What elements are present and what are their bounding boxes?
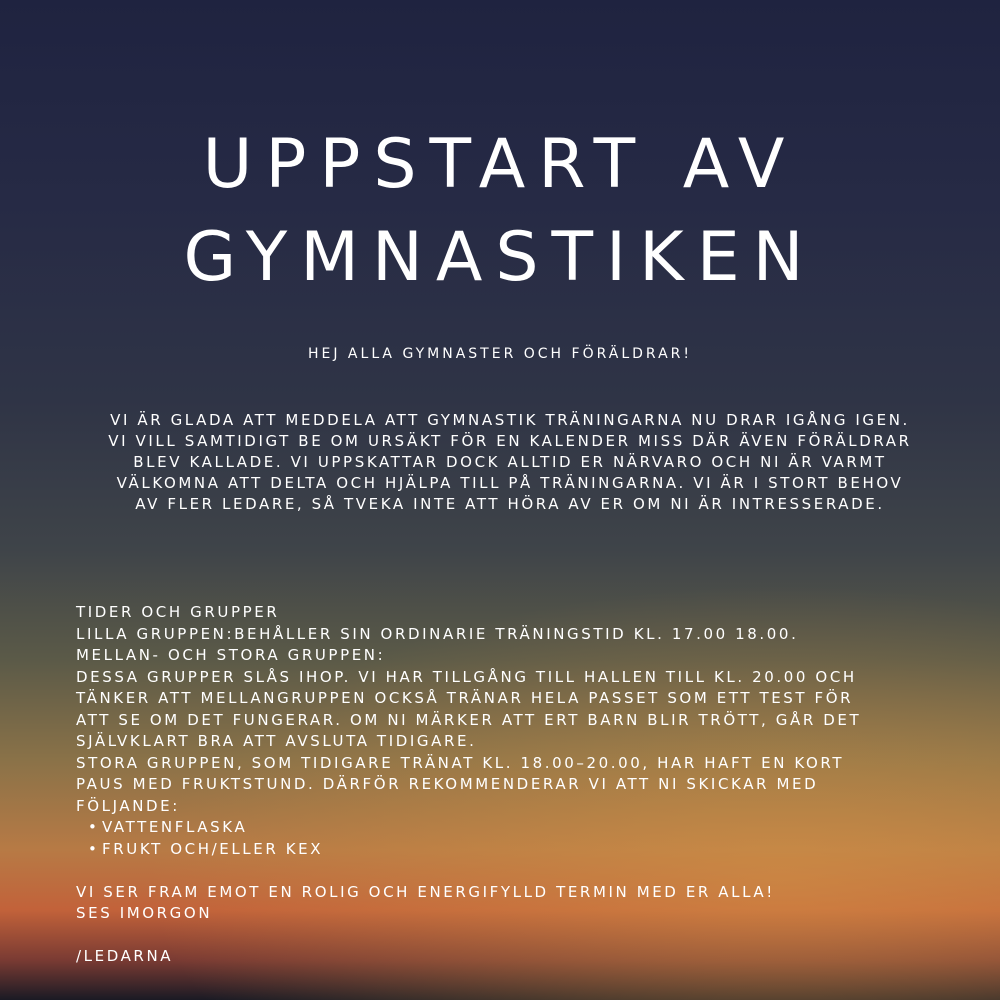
intro-line: VI VILL SAMTIDIGT BE OM URSÄKT FÖR EN KALENDER MISS DÄR ÄVEN FÖRÄLDRAR	[108, 432, 912, 450]
details-heading: TIDER OCH GRUPPER	[76, 603, 280, 621]
details-line: PAUS MED FRUKTSTUND. DÄRFÖR REKOMMENDERAR VI ATT NI SKICKAR MED	[76, 775, 819, 793]
details-line: LILLA GRUPPEN:BEHÅLLER SIN ORDINARIE TRÄNINGSTID KL. 17.00 18.00.	[76, 624, 799, 643]
intro-paragraph	[70, 410, 950, 515]
spacer	[76, 860, 956, 882]
greeting: HEJ ALLA GYMNASTER OCH FÖRÄLDRAR!	[307, 346, 692, 362]
signature: /LEDARNA	[76, 946, 174, 965]
spacer	[76, 925, 956, 946]
intro-line: VÄLKOMNA ATT DELTA OCH HJÄLPA TILL PÅ TRÄNINGARNA. VI ÄR I STORT BEHOV	[116, 474, 904, 492]
bring-list	[76, 817, 956, 860]
details-section	[76, 602, 956, 967]
list-item	[76, 817, 956, 839]
poster-title	[0, 118, 1000, 304]
title-line-2: GYMNASTIKEN	[183, 218, 817, 297]
title-line-1: UPPSTART AV	[202, 125, 798, 204]
details-line: FÖLJANDE:	[76, 796, 180, 815]
list-item-label: FRUKT OCH/ELLER KEX	[102, 839, 324, 858]
details-line: TÄNKER ATT MELLANGRUPPEN OCKSÅ TRÄNAR HELA PASSET SOM ETT TEST FÖR	[76, 689, 854, 707]
list-item-label: VATTENFLASKA	[102, 818, 248, 836]
details-line: SJÄLVKLART BRA ATT AVSLUTA TIDIGARE.	[76, 732, 477, 750]
bullet-glyph: •	[88, 818, 100, 836]
details-line: MELLAN- OCH STORA GRUPPEN:	[76, 646, 386, 664]
closing-line: SES IMORGON	[76, 904, 213, 922]
intro-line: BLEV KALLADE. VI UPPSKATTAR DOCK ALLTID ER NÄRVARO OCH NI ÄR VARMT	[133, 453, 887, 471]
intro-line: VI ÄR GLADA ATT MEDDELA ATT GYMNASTIK TRÄNINGARNA NU DRAR IGÅNG IGEN.	[110, 411, 910, 429]
closing-line: VI SER FRAM EMOT EN ROLIG OCH ENERGIFYLLD TERMIN MED ER ALLA!	[76, 882, 775, 901]
details-line: ATT SE OM DET FUNGERAR. OM NI MÄRKER ATT ERT BARN BLIR TRÖTT, GÅR DET	[76, 710, 862, 729]
list-item	[76, 839, 956, 861]
intro-line: AV FLER LEDARE, SÅ TVEKA INTE ATT HÖRA AV ER OM NI ÄR INTRESSERADE.	[135, 495, 885, 513]
details-line: DESSA GRUPPER SLÅS IHOP. VI HAR TILLGÅNG TILL HALLEN TILL KL. 20.00 OCH	[76, 667, 857, 686]
details-line: STORA GRUPPEN, SOM TIDIGARE TRÄNAT KL. 18.00–20.00, HAR HAFT EN KORT	[76, 753, 845, 772]
bullet-glyph: •	[88, 839, 100, 858]
